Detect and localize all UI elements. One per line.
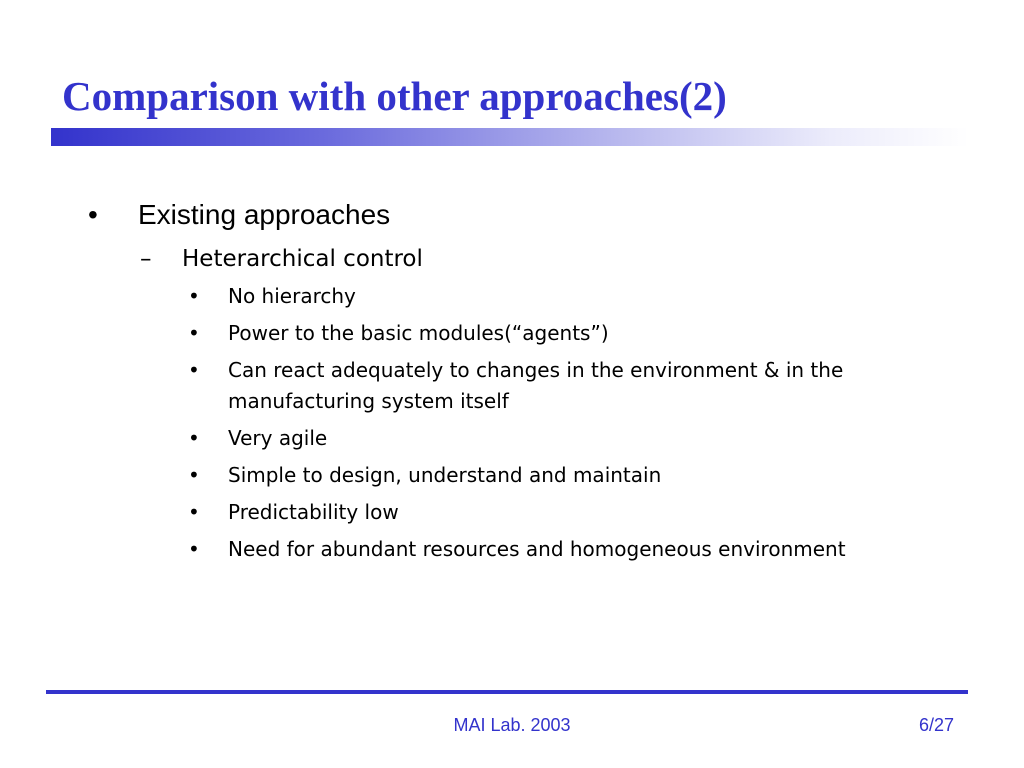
bullet-level3-text: Can react adequately to changes in the environment & in the manufacturing system itself — [228, 358, 844, 413]
bullet-level3-item — [188, 534, 948, 565]
bullet-icon: • — [188, 426, 200, 450]
bullet-level3-text: No hierarchy — [228, 284, 356, 308]
bullet-icon: • — [188, 500, 200, 524]
bullet-level3-text: Power to the basic modules(“agents”) — [228, 321, 609, 345]
bullet-level3-list — [188, 281, 948, 571]
page-number: 6/27 — [918, 715, 954, 735]
bullet-icon: • — [88, 199, 98, 230]
bullet-icon: • — [188, 284, 200, 308]
bullet-level3-item — [188, 497, 948, 528]
bullet-level3-item — [188, 281, 948, 312]
bullet-level3-text: Need for abundant resources and homogeneous environment — [228, 537, 846, 561]
dash-icon: – — [140, 246, 152, 272]
bullet-level3-item — [188, 355, 948, 417]
bullet-level3-item — [188, 460, 948, 491]
bullet-level1-text: Existing approaches — [138, 199, 391, 230]
bullet-icon: • — [188, 463, 200, 487]
footer-label: MAI Lab. 2003 — [453, 715, 571, 735]
bullet-icon: • — [188, 358, 200, 382]
slide-title: Comparison with other approaches(2) — [62, 73, 727, 119]
footer-divider — [46, 690, 968, 694]
bullet-level3-text: Very agile — [228, 426, 328, 450]
bullet-icon: • — [188, 537, 200, 561]
bullet-level3-text: Simple to design, understand and maintain — [228, 463, 662, 487]
bullet-icon: • — [188, 321, 200, 345]
bullet-level3-item — [188, 423, 948, 454]
bullet-level3-text: Predictability low — [228, 500, 399, 524]
bullet-level3-item — [188, 318, 948, 349]
bullet-level2-text: Heterarchical control — [182, 246, 423, 272]
